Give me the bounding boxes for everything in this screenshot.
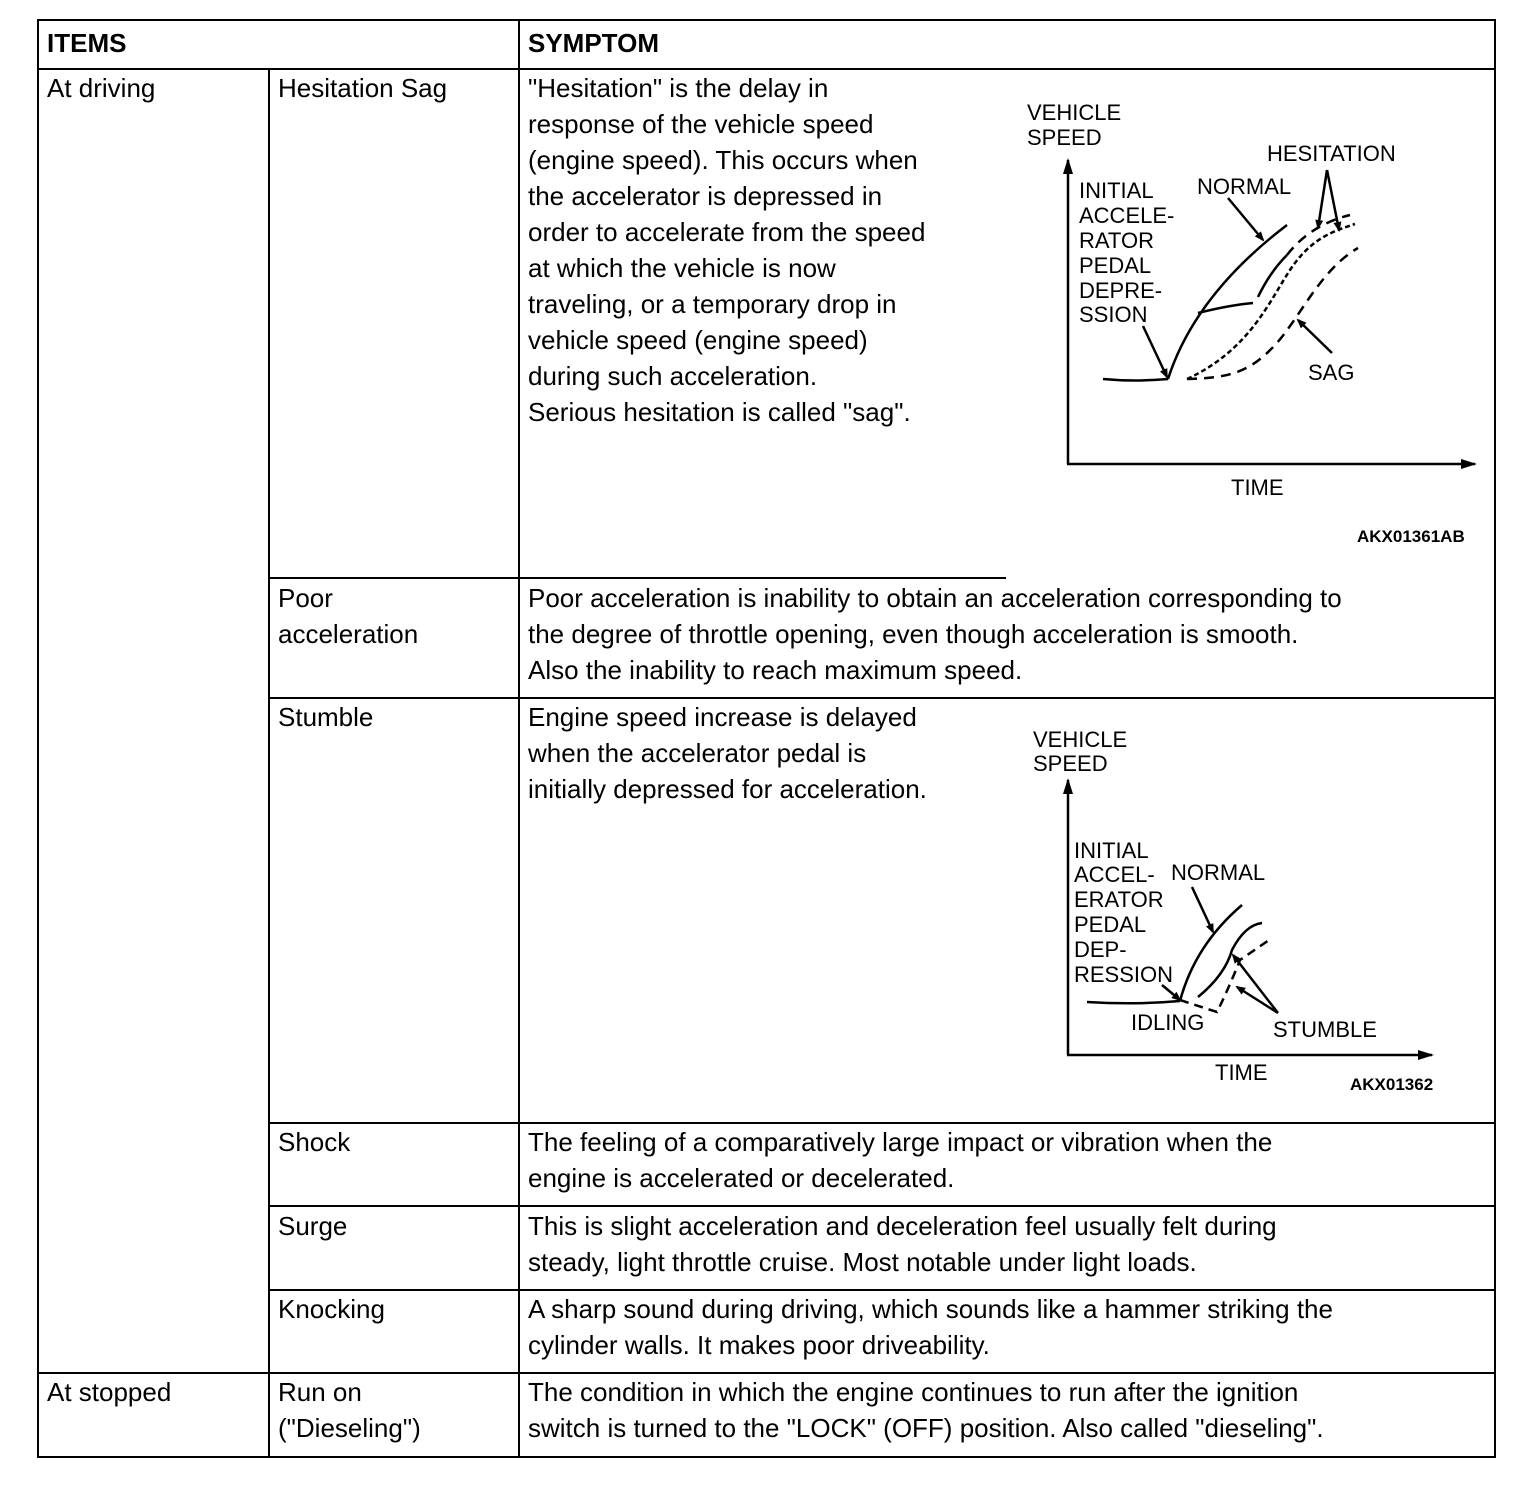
hesitation-dotted-curve: [1187, 224, 1355, 379]
normal-arrow: [1192, 887, 1213, 932]
hesitation-sag-diagram: [1067, 160, 1475, 464]
normal-label: NORMAL: [1197, 174, 1292, 199]
table-border-bottom: [37, 1456, 1496, 1458]
row-divider: [268, 577, 1006, 579]
sag-arrow: [1298, 320, 1332, 353]
item-hesitation-sag: Hesitation Sag: [278, 73, 448, 103]
sag-dashed-curve: [1187, 248, 1358, 379]
initial-label: SSION: [1079, 302, 1148, 327]
hesitation-solid-curve: [1198, 303, 1253, 313]
idle-line: [1087, 1001, 1180, 1003]
stumble-diagram: [1067, 780, 1432, 1055]
normal-arrow: [1228, 198, 1263, 240]
stumble-arrow: [1237, 987, 1278, 1013]
initial-label: DEPRE-: [1079, 278, 1163, 303]
table-border-left: [37, 19, 39, 1458]
y-axis-label: VEHICLE: [1033, 727, 1128, 752]
stumble-dashed-curve: [1180, 938, 1272, 1012]
initial-label: ERATOR: [1074, 887, 1164, 912]
symptom-hesitation-sag: "Hesitation" is the delay in response of the vehicle speed (engine speed). This occurs when the accelerator is depressed in order to accelerate from the speed at which the vehicle is now traveling, or a temporary drop in vehicle speed (engine speed) during such acceleration. Serious hesitation is called "sag".: [528, 73, 926, 427]
x-axis-label: TIME: [1231, 475, 1284, 500]
initial-label: ACCELE-: [1079, 203, 1175, 228]
idling-label: IDLING: [1131, 1010, 1205, 1035]
sag-label: SAG: [1308, 360, 1355, 385]
item-knocking: Knocking: [278, 1294, 385, 1324]
symptom-run-on: The condition in which the engine continues to run after the ignition switch is turned to the "LOCK" (OFF) position. Also called "dieseling".: [528, 1377, 1324, 1443]
header-symptom: SYMPTOM: [528, 28, 659, 58]
initial-label: DEP-: [1074, 937, 1127, 962]
item-stumble: Stumble: [278, 702, 374, 732]
column-divider-items: [268, 68, 270, 1458]
x-axis-label: TIME: [1215, 1060, 1268, 1085]
initial-pedal-arrow: [1162, 985, 1180, 1000]
initial-label: ACCEL-: [1074, 862, 1155, 887]
hesitation-dashed-curve: [1287, 215, 1350, 255]
initial-label: PEDAL: [1079, 253, 1152, 278]
item-run-on: Run on ("Dieseling"): [278, 1377, 421, 1443]
header-items: ITEMS: [47, 28, 127, 58]
group-at-driving: At driving: [47, 73, 156, 103]
hesitation-arrow: [1327, 170, 1339, 230]
figure-code: AKX01361AB: [1357, 527, 1465, 546]
initial-pedal-arrow: [1143, 326, 1167, 377]
row-divider: [268, 1205, 1496, 1207]
item-surge: Surge: [278, 1211, 348, 1241]
stumble-diagram-labels: [1033, 727, 1433, 1094]
symptom-knocking: A sharp sound during driving, which sounds like a hammer striking the cylinder walls. It makes poor driveability.: [528, 1294, 1333, 1360]
stumble-label: STUMBLE: [1273, 1017, 1377, 1042]
item-shock: Shock: [278, 1127, 351, 1157]
hesitation-label: HESITATION: [1267, 141, 1396, 166]
normal-label: NORMAL: [1171, 860, 1266, 885]
y-axis-label: VEHICLE: [1027, 100, 1122, 125]
y-axis-label: SPEED: [1027, 125, 1102, 150]
group-at-stopped: At stopped: [47, 1377, 172, 1407]
initial-label: RATOR: [1079, 228, 1154, 253]
hesitation-solid-curve-2: [1258, 255, 1287, 297]
symptom-surge: This is slight acceleration and deceleration feel usually felt during steady, light throttle cruise. Most notable under light loads.: [528, 1211, 1277, 1277]
y-axis-label: SPEED: [1033, 751, 1108, 776]
symptom-stumble: Engine speed increase is delayed when the accelerator pedal is initially depressed for acceleration.: [528, 702, 927, 804]
hesitation-sag-diagram-labels: [1027, 100, 1465, 546]
stumble-arrow: [1233, 955, 1278, 1013]
initial-label: RESSION: [1074, 962, 1174, 987]
initial-label: PEDAL: [1074, 912, 1147, 937]
symptom-shock: The feeling of a comparatively large impact or vibration when the engine is accelerated or decelerated.: [528, 1127, 1273, 1193]
initial-label: INITIAL: [1074, 838, 1149, 863]
item-poor-acceleration: Poor acceleration: [278, 583, 419, 649]
initial-label: INITIAL: [1079, 178, 1154, 203]
stumble-solid-curve: [1198, 923, 1262, 997]
figure-code: AKX01362: [1350, 1075, 1434, 1094]
normal-curve: [1180, 905, 1242, 1001]
idle-line: [1103, 379, 1168, 381]
symptom-poor-acceleration: Poor acceleration is inability to obtain an acceleration corresponding to the degree of throttle opening, even though acceleration is smooth. Also the inability to reach maximum speed.: [528, 583, 1342, 685]
hesitation-arrow: [1318, 170, 1327, 228]
normal-curve: [1168, 225, 1287, 379]
